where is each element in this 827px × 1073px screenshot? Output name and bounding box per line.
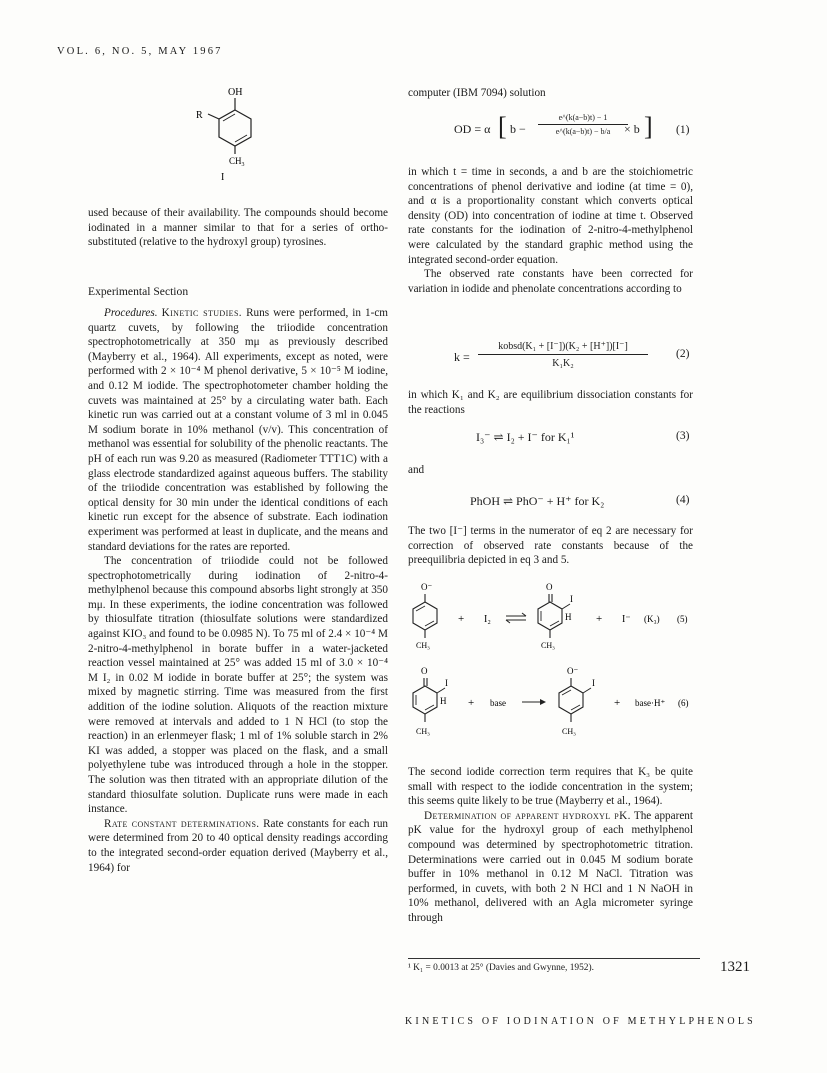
and-text: and (408, 464, 425, 476)
r-label: R (196, 110, 203, 121)
right-body-4: The second iodide correction term requires that K₃ be quite small with respect to the iodide concentration in the system; this seems quite likely to be true (Mayberry et al., 1964). Determination of apparent hydroxyl pK. The apparent pK value for the hydroxyl group of each methylphenol compound was determined by spectrophotometric titration. Determinations were carried out in 0.045 M sodium borate buffer in 10% methanol in 0.12 M NaCl. Titration was performed, in cuvets, with both 2 N HCl and 1 N NaOH in 10% methanol, delivered with an Agla micrometer syringe through (408, 766, 693, 924)
svg-text:+: + (596, 613, 603, 625)
right-body-3: The two [I⁻] terms in the numerator of eq 2 are necessary for correction of observed rate constants because of the preequilibria depicted in eq 3 and 5. (408, 525, 693, 567)
svg-text:H: H (440, 696, 447, 706)
svg-text:+: + (458, 613, 465, 625)
left-body: Procedures. Kinetic studies. Runs were performed, in 1-cm quartz cuvets, by following the triiodide concentration spectrophotometrically at 350 mμ as previously described (Mayberry et al., 1964). All experiments, except as noted, were performed with 2 × 10⁻⁴ M phenol derivative, 5 × 10⁻⁵ M iodine, and 0.12 M iodide. The spectrophotometer chamber holding the cuvets was maintained at 25° by a circulating water bath. Each kinetic run was carried out at a constant volume of 3 ml in 0.045 M sodium borate in 10% methanol (v/v). This concentration of methanol was essential for solubility of the phenolic reactants. The pH of each run was 9.20 as measured (Radiometer TTT1C) with a glass electrode standardized against aqueous buffers. The stability of the triiodide concentration was established by following the optical density for 30 min under the identical conditions of each kinetic run except for the absence of substrate. Each iodination experiment was performed at least in duplicate, and the means and standard deviations for the rates are reported. The concentration of triiodide could not be followed spectrophotometrically during iodination of 2-nitro-4-methylphenol because this compound absorbs light strongly at 350 mμ. In these experiments, the iodine concentration was followed by thiosulfate titration (thiosulfate solutions were standardized against KIO₃ and found to be 0.0985 N). To 75 ml of 2.4 × 10⁻⁴ M 2-nitro-4-methylphenol in borate buffer in a water-jacketed reaction vessel maintained at 25° was added 15 ml of 3.0 × 10⁻⁴ M I₂ in 0.02 M iodide in borate buffer at 25°; the system was mixed by magnetic stirring. Time was measured from the first addition of the iodine solution. Aliquots of the reaction mixture were removed at intervals and added to 1 N HCl (to stop the reaction) in an erlenmeyer flask; 1 ml of 1% soluble starch in 2% KI was added, a stopper was placed on the flask, and a small polyethylene tube was introduced through a hole in the stopper. The solution was then titrated with an appropriate dilution of the standard thiosulfate solution. Duplicate runs were made in each instance. Rate constant determinations. Rate constants for each run were determined from 20 to 40 optical density readings according to the integrated second-order equation derived (Mayberry et al., 1964) for (88, 307, 389, 874)
eq1-number: (1) (676, 124, 690, 136)
right-body-2: in which K₁ and K₂ are equilibrium dissociation constants for the reactions (408, 389, 693, 416)
section-title: Experimental Section (88, 285, 189, 298)
svg-text:H: H (565, 612, 572, 622)
equation-4: PhOH ⇌ PhO⁻ + H⁺ for K₂ (470, 494, 605, 508)
svg-text:O⁻: O⁻ (567, 666, 579, 676)
svg-text:CH₃: CH₃ (416, 727, 430, 736)
eq3-number: (3) (676, 430, 690, 442)
page-number: 1321 (720, 959, 750, 975)
equation-1: OD = α [ b − e^(k(a−b)t) − 1 e^(k(a−b)t) − b/a × b ] (454, 112, 653, 141)
svg-text:I: I (445, 678, 448, 688)
ch3-label: $CH_3$ (229, 156, 245, 168)
equation-2: k = kobsd(K₁ + [I⁻])(K₂ + [H⁺])[I⁻] K₁K₂ (454, 340, 654, 380)
svg-text:O: O (546, 582, 553, 592)
structure-number: I (221, 172, 225, 183)
eq2-number: (2) (676, 348, 690, 360)
svg-text:I⁻: I⁻ (622, 614, 631, 625)
svg-text:I₂: I₂ (484, 614, 491, 625)
running-foot: KINETICS OF IODINATION OF METHYLPHENOLS (405, 1016, 756, 1027)
reaction-scheme (400, 578, 700, 774)
running-head: VOL. 6, NO. 5, MAY 1967 (57, 46, 223, 57)
equation-3: I₃⁻ ⇌ I₂ + I⁻ for K₁¹ (476, 430, 575, 444)
svg-text:CH₃: CH₃ (562, 727, 576, 736)
svg-text:CH₃: CH₃ (416, 641, 430, 650)
svg-text:CH₃: CH₃ (541, 641, 555, 650)
right-body-1: in which t = time in seconds, a and b are the stoichiometric concentrations of phenol derivative and iodine (at time = 0), and α is a proportionality constant which converts optical density (OD) into concentration of iodine at time t. Observed rate constants for the iodination of 2-nitro-4-methylphenol were calculated by the standard graphic method using the integrated second-order equation. The observed rate constants have been corrected for variation in iodide and phenolate concentrations according to (408, 166, 693, 295)
svg-text:base·H⁺: base·H⁺ (635, 698, 666, 708)
svg-text:(5): (5) (677, 614, 688, 624)
svg-text:(K₃): (K₃) (644, 614, 660, 624)
eq4-number: (4) (676, 494, 690, 506)
right-r1: computer (IBM 7094) solution (408, 87, 546, 99)
svg-text:I: I (570, 594, 573, 604)
svg-text:(6): (6) (678, 698, 689, 708)
svg-text:+: + (468, 697, 475, 709)
oh-label: OH (228, 87, 243, 98)
svg-text:I: I (592, 678, 595, 688)
structure-I (190, 84, 280, 184)
svg-text:+: + (614, 697, 621, 709)
footnote-rule (408, 958, 700, 959)
left-intro: used because of their availability. The compounds should become iodinated in a manner similar to that for a series of ortho-substituted (relative to the hydroxyl group) tyrosines. (88, 207, 388, 249)
svg-text:O⁻: O⁻ (421, 582, 433, 592)
svg-text:base: base (490, 698, 506, 708)
svg-text:O: O (421, 666, 428, 676)
footnote: ¹ K₁ = 0.0013 at 25° (Davies and Gwynne, 1952). (408, 963, 594, 973)
